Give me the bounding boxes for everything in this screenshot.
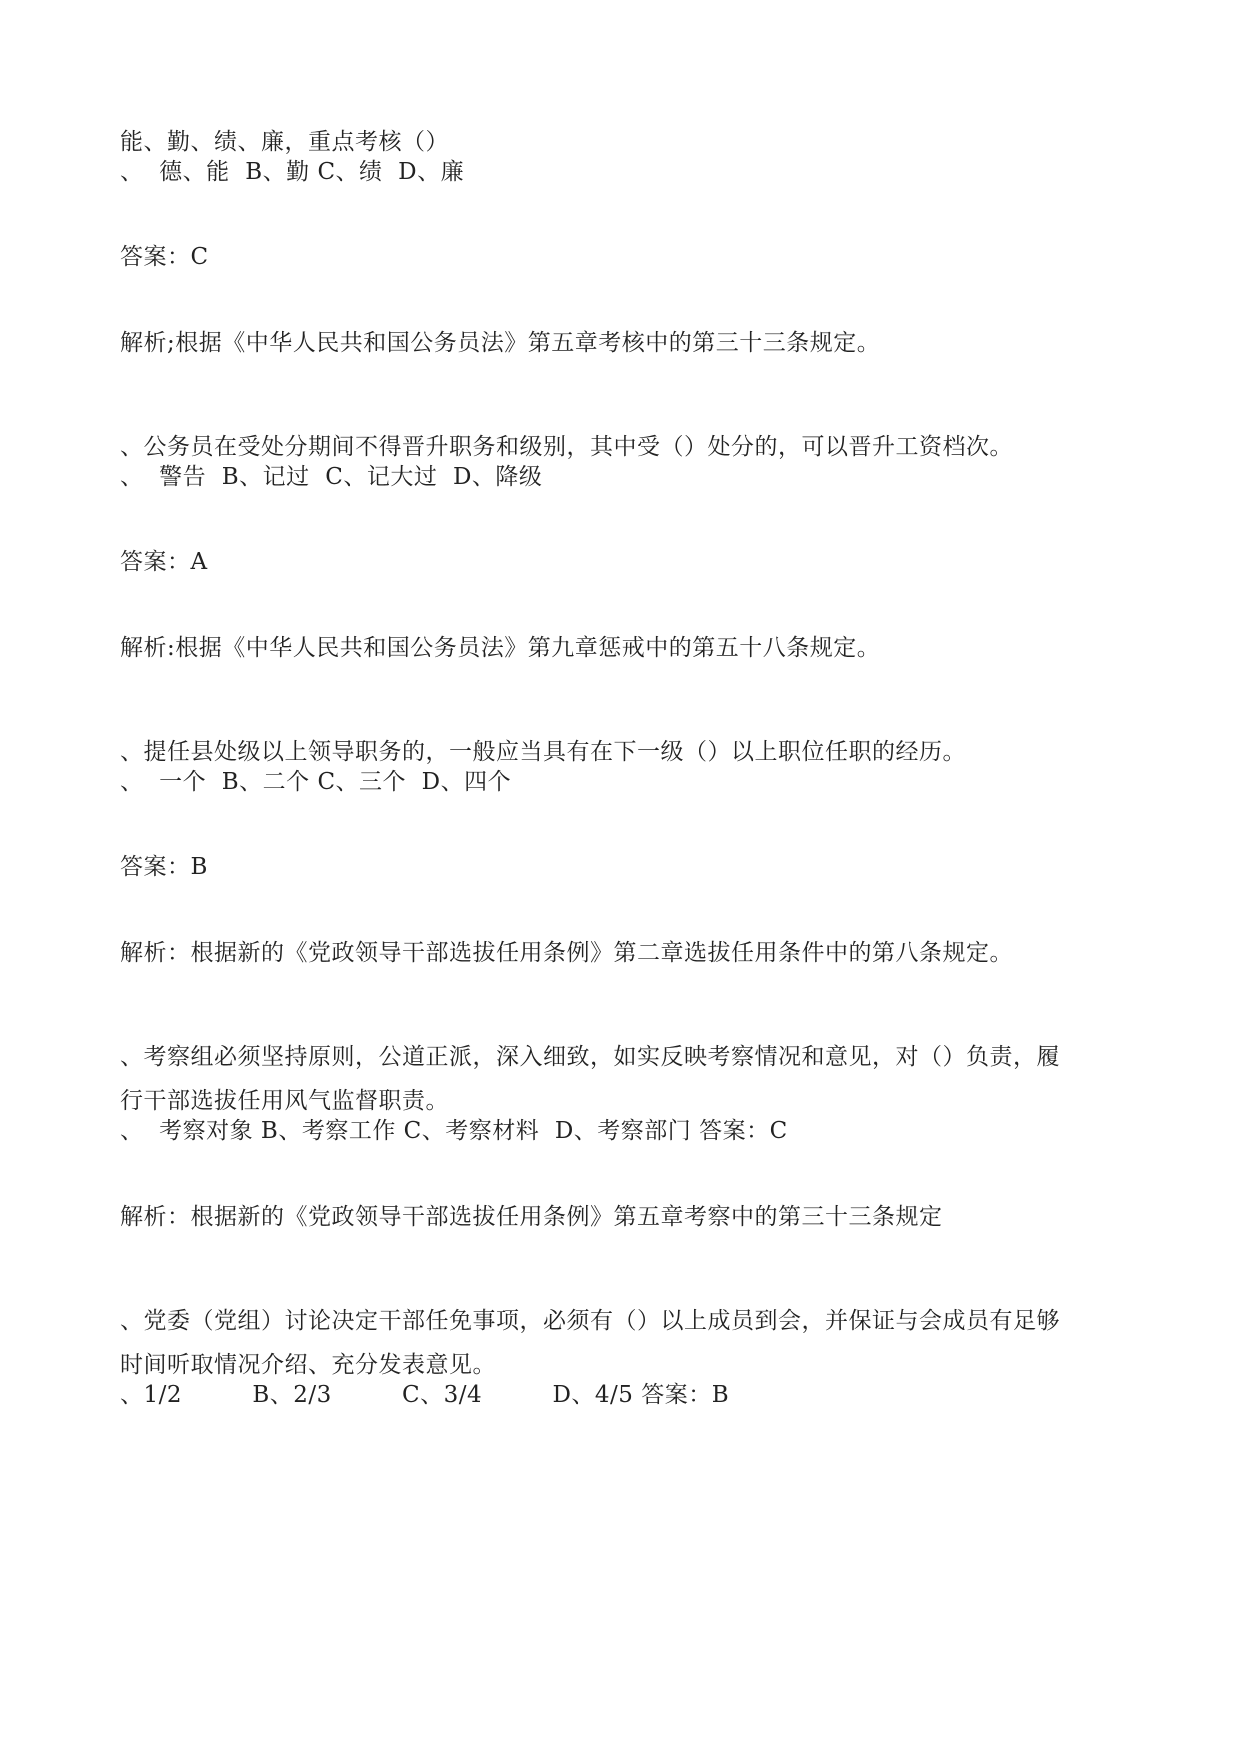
question-2-answer: 答案：A (120, 549, 208, 575)
question-4-stem-line-2: 行干部选拔任用风气监督职责。 (120, 1088, 449, 1114)
question-2-explanation: 解析:根据《中华人民共和国公务员法》第九章惩戒中的第五十八条规定。 (120, 635, 881, 661)
question-3-answer: 答案：B (120, 854, 208, 880)
question-2-stem: 、公务员在受处分期间不得晋升职务和级别，其中受（）处分的，可以晋升工资档次。 (120, 434, 1013, 460)
question-5-stem-line-1: 、党委（党组）讨论决定干部任免事项，必须有（）以上成员到会，并保证与会成员有足够 (120, 1308, 1060, 1334)
question-5-options-answer: 、1/2 B、2/3 C、3/4 D、4/5 答案：B (120, 1382, 730, 1408)
question-1-stem-tail: 能、勤、绩、廉，重点考核（） (120, 129, 449, 155)
question-5-stem-line-2: 时间听取情况介绍、充分发表意见。 (120, 1352, 496, 1378)
question-4-options-answer: 、 考察对象 B、考察工作 C、考察材料 D、考察部门 答案：C (120, 1118, 788, 1144)
question-2-options: 、 警告 B、记过 C、记大过 D、降级 (120, 464, 543, 490)
question-3-options: 、 一个 B、二个 C、三个 D、四个 (120, 769, 512, 795)
question-1-answer: 答案：C (120, 244, 209, 270)
question-3-stem: 、提任县处级以上领导职务的，一般应当具有在下一级（）以上职位任职的经历。 (120, 739, 966, 765)
question-4-stem-line-1: 、考察组必须坚持原则，公道正派，深入细致，如实反映考察情况和意见，对（）负责，履 (120, 1044, 1060, 1070)
question-4-explanation: 解析：根据新的《党政领导干部选拔任用条例》第五章考察中的第三十三条规定 (120, 1204, 943, 1230)
question-1-options: 、 德、能 B、勤 C、绩 D、廉 (120, 159, 465, 185)
question-3-explanation: 解析：根据新的《党政领导干部选拔任用条例》第二章选拔任用条件中的第八条规定。 (120, 940, 1013, 966)
question-1-explanation: 解析;根据《中华人民共和国公务员法》第五章考核中的第三十三条规定。 (120, 330, 881, 356)
